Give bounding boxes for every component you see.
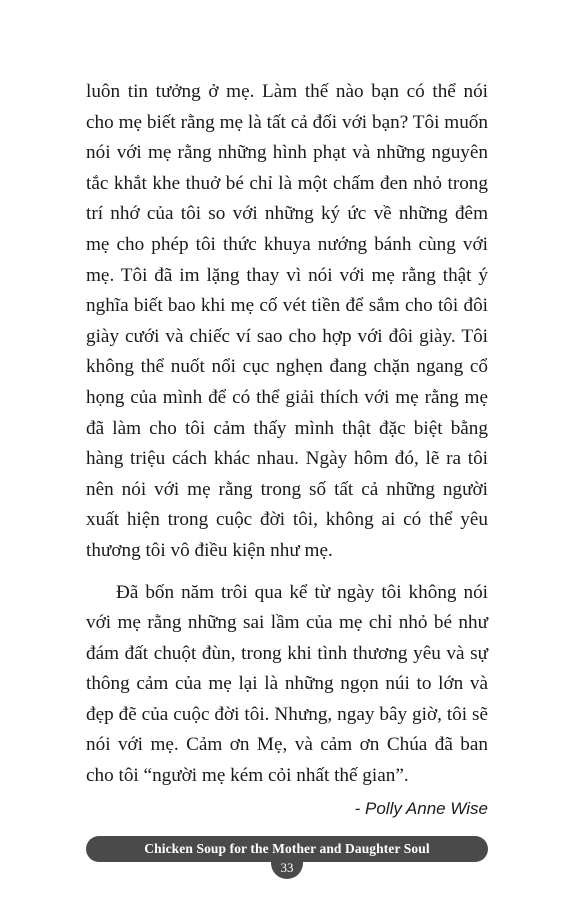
paragraph-1: luôn tin tưởng ở mẹ. Làm thế nào bạn có thể nói cho mẹ biết rằng mẹ là tất cả đối với bạn? Tôi muốn nói với mẹ rằng những hình phạt và những nguyên tắc khắt khe thuở bé chỉ là một chấm đen nhỏ trong trí nhớ của tôi so với những ký ức về những đêm mẹ cho phép tôi thức khuya nướng bánh cùng với mẹ. Tôi đã im lặng thay vì nói với mẹ rằng thật ý nghĩa biết bao khi mẹ cố vét tiền để sắm cho tôi đôi giày cưới và chiếc ví sao cho hợp với đôi giày. Tôi không thể nuốt nổi cục nghẹn đang chặn ngang cổ họng của mình để có thể giải thích với mẹ rằng mẹ đã làm cho tôi cảm thấy mình thật đặc biệt bằng hàng triệu cách khác nhau. Ngày hôm đó, lẽ ra tôi nên nói với mẹ rằng trong số tất cả những người xuất hiện trong cuộc đời tôi, không ai có thể yêu thương tôi vô điều kiện như mẹ. — [86, 81, 488, 561]
main-text — [86, 77, 488, 822]
page-number-badge — [271, 857, 303, 879]
page-number: 33 — [280, 860, 294, 875]
book-title: Chicken Soup for the Mother and Daughter Soul — [144, 841, 430, 856]
paragraph-2: Đã bốn năm trôi qua kể từ ngày tôi không nói với mẹ rằng những sai lầm của mẹ chỉ nhỏ bé như đám đất chuột đùn, trong khi tình thương yêu và sự thông cảm của mẹ lại là những ngọn núi to lớn và đẹp đẽ của cuộc đời tôi. Nhưng, ngay bây giờ, tôi sẽ nói với mẹ. Cảm ơn Mẹ, và cảm ơn Chúa đã ban cho tôi “người mẹ kém cỏi nhất thế gian”. — [86, 581, 488, 787]
author-signature: - Polly Anne Wise — [354, 798, 488, 818]
